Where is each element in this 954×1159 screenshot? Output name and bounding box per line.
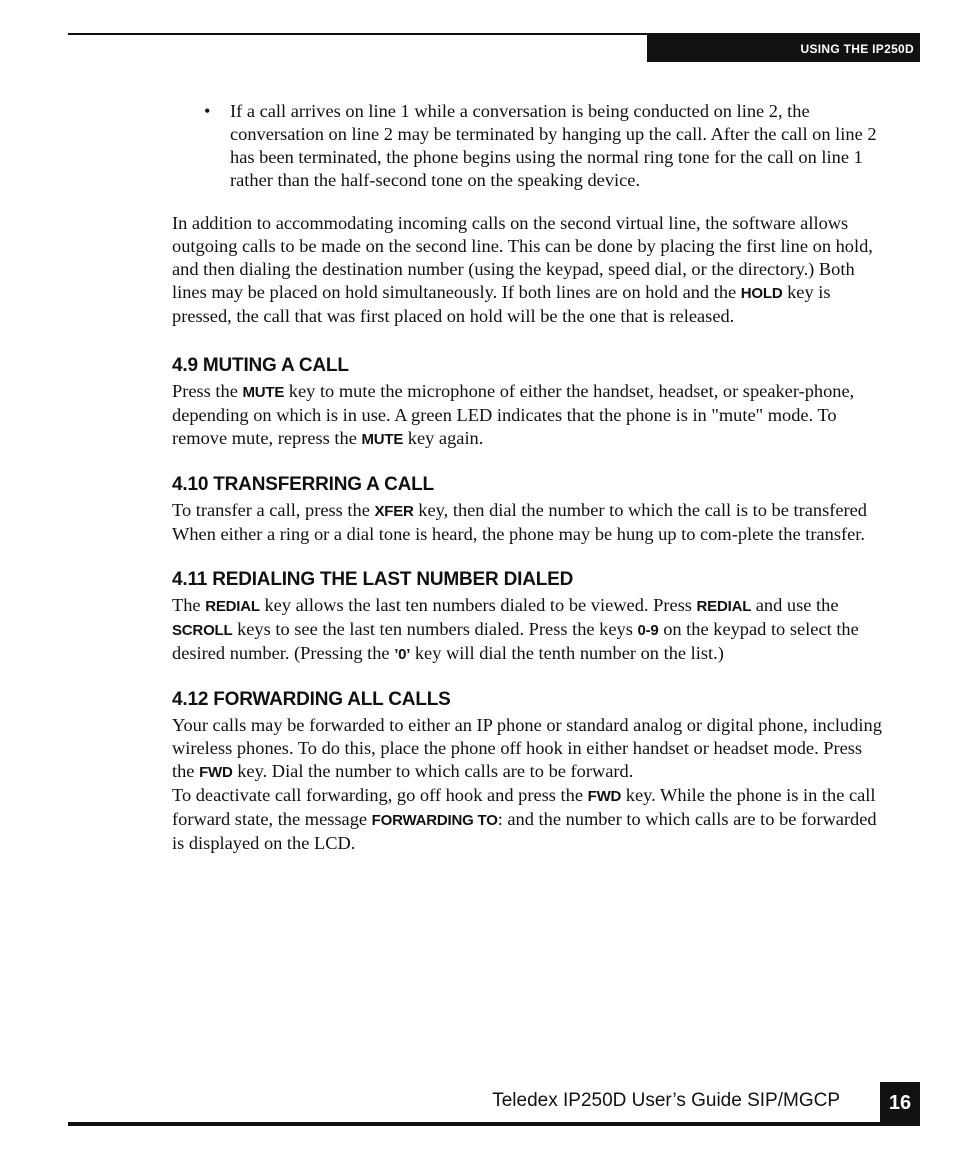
footer-guide-title: Teledex IP250D User’s Guide SIP/MGCP — [492, 1090, 840, 1111]
bullet-list — [172, 100, 884, 192]
section-paragraph: The REDIAL key allows the last ten numbers dialed to be viewed. Press REDIAL and use the SCROLL keys to see the last ten numbers dialed. Press the keys 0-9 on the keypad to select the desired number. (Pressing the ’0’ key will dial the tenth number on the list.) — [172, 595, 859, 663]
footer-rule — [68, 1122, 920, 1126]
key-name: FWD — [587, 788, 622, 805]
running-header — [647, 35, 920, 62]
key-name: MUTE — [361, 431, 404, 448]
key-name: XFER — [374, 503, 414, 520]
section-heading: 4.10 TRANSFERRING A CALL — [172, 474, 434, 495]
key-name: SCROLL — [172, 622, 233, 639]
section-heading: 4.9 MUTING A CALL — [172, 355, 349, 376]
page-number — [880, 1082, 920, 1124]
section-transferring — [172, 473, 884, 546]
section-paragraph: To deactivate call forwarding, go off hook and press the FWD key. While the phone is in the call forward state, the message FORWARDING TO: and the number to which calls are to be forwarded is displayed on the LCD. — [172, 785, 877, 853]
key-name: FWD — [199, 764, 233, 781]
list-item: • If a call arrives on line 1 while a conversation is being conducted on line 2, the conversation on line 2 may be terminated by hanging up the call. After the call on line 2 has been terminated, the phone begins using the normal ring tone for the call on line 1 rather than the half-second tone on the speaking device. — [230, 100, 884, 192]
key-name: 0-9 — [637, 622, 659, 639]
key-name: ’0’ — [394, 646, 411, 663]
section-forwarding — [172, 688, 884, 855]
intro-paragraph: In addition to accommodating incoming calls on the second virtual line, the software allows outgoing calls to be made on the second line. This can be done by placing the first line on hold, and then dialing the destination number (using the keypad, speed dial, or the directory.) Both lines may be placed on hold simultaneously. If both lines are on hold and the HOLD key is pressed, the call that was first placed on hold will be the one that is released. — [172, 213, 873, 326]
running-header-label: USING THE IP250D — [800, 41, 914, 56]
section-heading: 4.11 REDIALING THE LAST NUMBER DIALED — [172, 569, 574, 590]
key-name: FORWARDING TO — [371, 812, 498, 829]
section-paragraph: Your calls may be forwarded to either an IP phone or standard analog or digital phone, including wireless phones. To do this, place the phone off hook in either handset or headset mode. Press the FWD key. Dial the number to which calls are to be forward. — [172, 715, 882, 781]
section-paragraph: To transfer a call, press the XFER key, then dial the number to which the call is to be transfered When either a ring or a dial tone is heard, the phone may be hung up to com-plete the transfer. — [172, 500, 868, 544]
section-paragraph: Press the MUTE key to mute the microphone of either the handset, headset, or speaker-phone, depending on which is in use. A green LED indicates that the phone is in "mute" mode. To remove mute, repress the MUTE key again. — [172, 381, 855, 448]
key-name: HOLD — [740, 285, 783, 302]
key-name: REDIAL — [205, 598, 260, 615]
page-body — [172, 100, 884, 877]
section-heading: 4.12 FORWARDING ALL CALLS — [172, 689, 451, 710]
section-muting — [172, 354, 884, 451]
key-name: MUTE — [242, 384, 285, 401]
page-number-label: 16 — [888, 1091, 912, 1114]
section-redialing — [172, 568, 884, 666]
key-name: REDIAL — [696, 598, 752, 615]
